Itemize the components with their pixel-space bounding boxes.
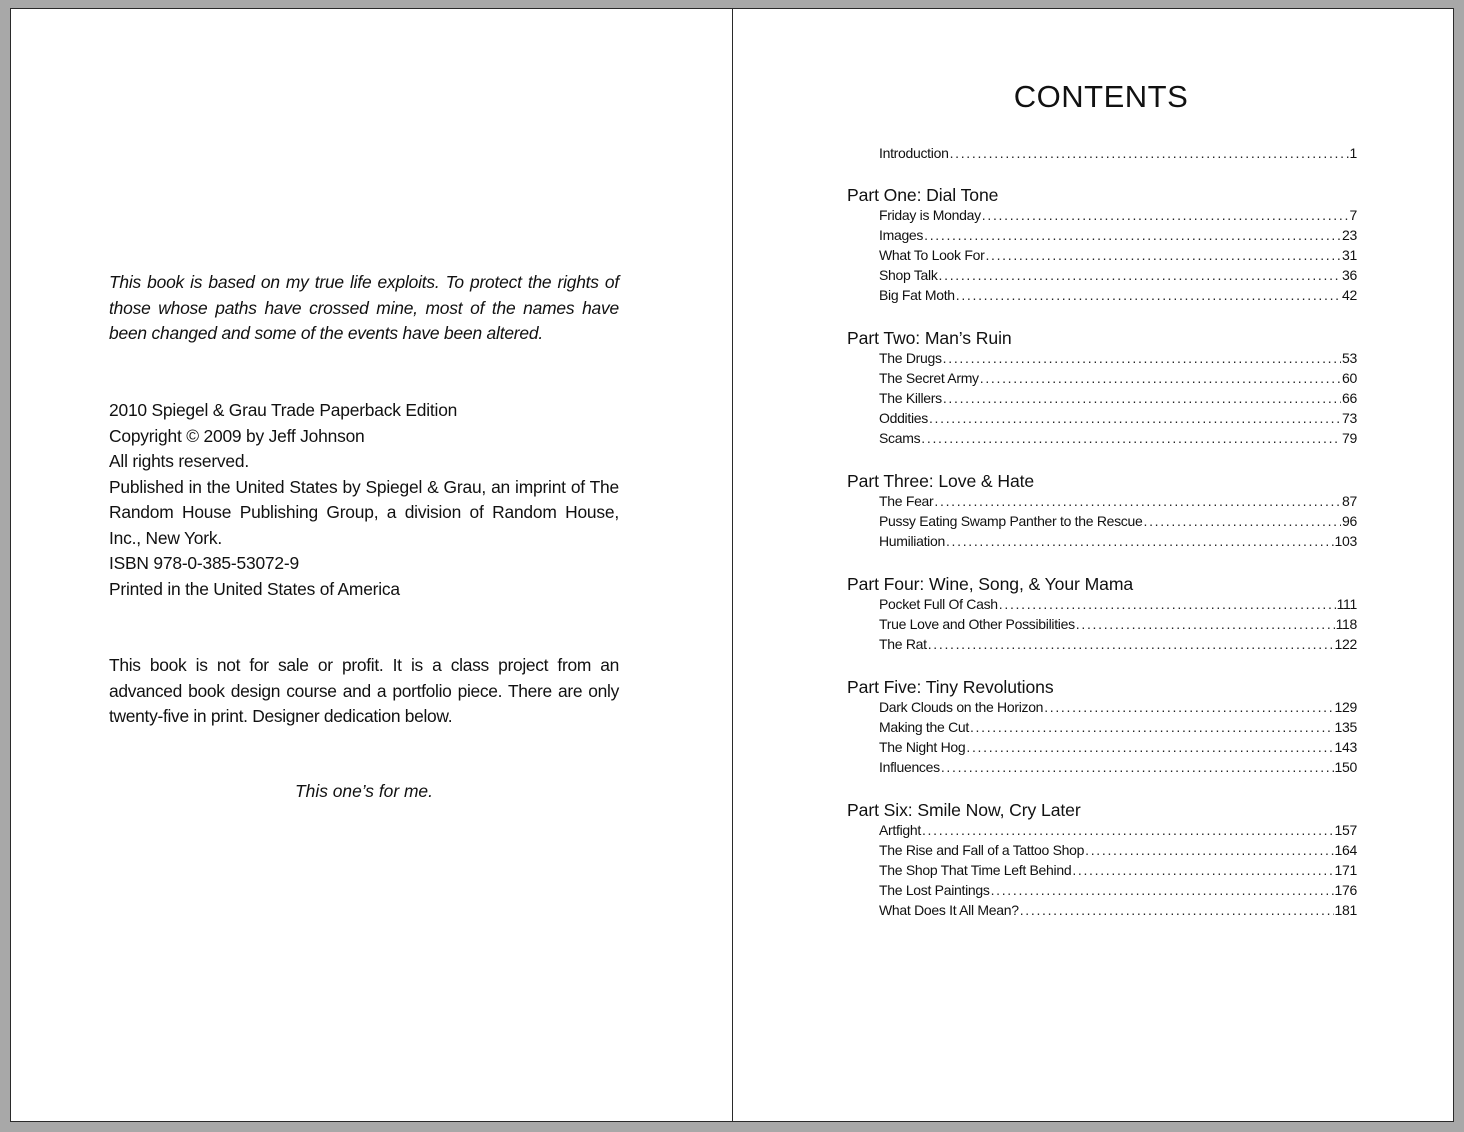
contents-title: CONTENTS — [1013, 79, 1189, 114]
toc-entry[interactable] — [879, 739, 1357, 759]
toc-part-title[interactable]: Part Six: Smile Now, Cry Later — [847, 800, 1081, 820]
leader-dots — [1076, 616, 1335, 632]
toc-entry-label: Dark Clouds on the Horizon — [879, 699, 1044, 715]
toc-page-number: 73 — [1342, 410, 1357, 426]
toc-entry[interactable] — [879, 822, 1357, 842]
toc-entry-label: Humiliation — [879, 533, 945, 549]
toc-page-number: 129 — [1334, 699, 1357, 715]
toc-page-number: 31 — [1342, 247, 1357, 263]
copyright-line: Copyright © 2009 by Jeff Johnson — [109, 425, 365, 446]
toc-entry-label: The Drugs — [879, 350, 942, 366]
toc-entry-label: What To Look For — [879, 247, 985, 263]
toc-entry[interactable] — [879, 759, 1357, 779]
toc-entry[interactable] — [879, 227, 1357, 247]
toc-entry[interactable] — [879, 699, 1357, 719]
toc-page-number: 157 — [1334, 822, 1357, 838]
toc-entry[interactable] — [879, 430, 1357, 450]
leader-dots — [922, 822, 1334, 838]
leader-dots — [941, 759, 1334, 775]
right-page — [733, 9, 1453, 1121]
toc-part-title[interactable]: Part Two: Man’s Ruin — [847, 328, 1012, 348]
isbn-line: ISBN 978-0-385-53072-9 — [109, 553, 299, 573]
toc-page-number: 79 — [1342, 430, 1357, 446]
toc-page-number: 60 — [1342, 370, 1357, 386]
disclaimer-text: This book is based on my true life exploits. To protect the rights of those whose paths have crossed mine, most of the names have been changed and some of the events have been altered. — [109, 272, 619, 343]
leader-dots — [956, 287, 1341, 303]
toc-entry[interactable] — [879, 882, 1357, 902]
leader-dots — [980, 370, 1341, 386]
toc-part-block — [847, 677, 1357, 779]
toc-entry-label: The Lost Paintings — [879, 882, 990, 898]
leader-dots — [1072, 862, 1333, 878]
toc-page-number: 96 — [1342, 513, 1357, 529]
toc-page-number: 23 — [1342, 227, 1357, 243]
toc-entry-label: Big Fat Moth — [879, 287, 955, 303]
class-project-notice: This book is not for sale or profit. It is a class project from an advanced book design course and a portfolio piece. There are only twenty-five in print. Designer dedication below. — [109, 655, 619, 726]
toc-part-block — [847, 471, 1357, 553]
leader-dots — [924, 227, 1341, 243]
toc-page-number: 150 — [1334, 759, 1357, 775]
toc-entry-label: True Love and Other Possibilities — [879, 616, 1075, 632]
leader-dots — [943, 390, 1341, 406]
leader-dots — [1020, 902, 1334, 918]
leader-dots — [921, 430, 1341, 446]
leader-dots — [966, 739, 1333, 755]
toc-entry[interactable] — [879, 596, 1357, 616]
leader-dots — [939, 267, 1341, 283]
leader-dots — [928, 636, 1334, 652]
toc-page-number: 143 — [1334, 739, 1357, 755]
toc-part-title[interactable]: Part One: Dial Tone — [847, 185, 999, 205]
leader-dots — [999, 596, 1336, 612]
toc-entry-label: Introduction — [879, 145, 949, 161]
toc-part-block — [847, 800, 1357, 922]
toc-entry[interactable] — [879, 370, 1357, 390]
leader-dots — [950, 145, 1349, 161]
toc-part-block — [847, 574, 1357, 656]
toc-entry[interactable] — [879, 267, 1357, 287]
toc-page-number: 122 — [1334, 636, 1357, 652]
toc-entry[interactable] — [879, 533, 1357, 553]
toc-entry[interactable] — [879, 410, 1357, 430]
toc-entry-label: The Night Hog — [879, 739, 966, 755]
toc-page-number: 118 — [1335, 616, 1357, 632]
toc-page-number: 111 — [1336, 596, 1357, 612]
toc-page-number: 42 — [1342, 287, 1357, 303]
leader-dots — [946, 533, 1334, 549]
toc-entry-label: Images — [879, 227, 924, 243]
toc-entry-label: The Shop That Time Left Behind — [879, 862, 1072, 878]
dedication-text: This one’s for me. — [295, 781, 433, 801]
leader-dots — [943, 350, 1341, 366]
toc-entry-label: The Rat — [879, 636, 927, 652]
toc-entry-label: Oddities — [879, 410, 928, 426]
leader-dots — [970, 719, 1334, 735]
toc-part-block — [847, 328, 1357, 450]
toc-page-number: 1 — [1349, 145, 1357, 161]
table-of-contents — [847, 145, 1357, 943]
toc-entry[interactable] — [879, 247, 1357, 267]
toc-entry-label: Pussy Eating Swamp Panther to the Rescue — [879, 513, 1143, 529]
toc-entry[interactable] — [879, 616, 1357, 636]
toc-entry[interactable] — [879, 207, 1357, 227]
edition-line: 2010 Spiegel & Grau Trade Paperback Edition — [109, 400, 458, 420]
leader-dots — [1085, 842, 1333, 858]
left-page — [11, 9, 733, 1121]
toc-page-number: 164 — [1334, 842, 1357, 858]
toc-entry[interactable] — [879, 287, 1357, 307]
toc-page-number: 36 — [1342, 267, 1357, 283]
toc-part-title[interactable]: Part Five: Tiny Revolutions — [847, 677, 1054, 697]
toc-entry-label: Friday is Monday — [879, 207, 981, 223]
toc-entry-label: Influences — [879, 759, 940, 775]
toc-entry[interactable] — [879, 842, 1357, 862]
toc-entry[interactable] — [879, 862, 1357, 882]
toc-part-title[interactable]: Part Three: Love & Hate — [847, 471, 1035, 491]
printed-line: Printed in the United States of America — [109, 578, 400, 599]
toc-entry-label: Making the Cut — [879, 719, 969, 735]
toc-entry-label: The Fear — [879, 493, 934, 509]
book-spread — [10, 8, 1454, 1122]
toc-entry[interactable] — [879, 350, 1357, 370]
publisher-line: Published in the United States by Spiegel & Grau, an imprint of The Random House Publishing Group, a division of Random House, Inc., New York. — [109, 476, 619, 548]
leader-dots — [929, 410, 1341, 426]
toc-entry[interactable] — [879, 493, 1357, 513]
toc-entry[interactable] — [879, 902, 1357, 922]
toc-entry-label: What Does It All Mean? — [879, 902, 1019, 918]
leader-dots — [1143, 513, 1341, 529]
leader-dots — [985, 247, 1341, 263]
toc-entry-label: The Rise and Fall of a Tattoo Shop — [879, 842, 1085, 858]
toc-page-number: 53 — [1342, 350, 1357, 366]
toc-entry-label: Scams — [879, 430, 921, 446]
toc-entry[interactable] — [879, 513, 1357, 533]
toc-page-number: 135 — [1334, 719, 1357, 735]
toc-entry-introduction[interactable] — [879, 145, 1357, 165]
toc-page-number: 176 — [1334, 882, 1357, 898]
toc-entry-label: Shop Talk — [879, 267, 938, 283]
toc-page-number: 181 — [1334, 902, 1357, 918]
toc-part-block — [847, 185, 1357, 307]
toc-entry[interactable] — [879, 636, 1357, 656]
leader-dots — [991, 882, 1334, 898]
leader-dots — [1044, 699, 1333, 715]
leader-dots — [982, 207, 1349, 223]
toc-entry[interactable] — [879, 390, 1357, 410]
toc-entry-label: Pocket Full Of Cash — [879, 596, 998, 612]
rights-line: All rights reserved. — [109, 451, 250, 471]
toc-entry[interactable] — [879, 719, 1357, 739]
toc-page-number: 66 — [1342, 390, 1357, 406]
toc-page-number: 171 — [1334, 862, 1357, 878]
copyright-block — [109, 398, 619, 602]
toc-page-number: 87 — [1342, 493, 1357, 509]
toc-page-number: 103 — [1334, 533, 1357, 549]
toc-entry-label: The Secret Army — [879, 370, 979, 386]
toc-page-number: 7 — [1349, 207, 1357, 223]
toc-part-title[interactable]: Part Four: Wine, Song, & Your Mama — [847, 574, 1134, 594]
toc-entry-label: Artfight — [879, 822, 921, 838]
toc-entry-label: The Killers — [879, 390, 942, 406]
leader-dots — [934, 493, 1341, 509]
